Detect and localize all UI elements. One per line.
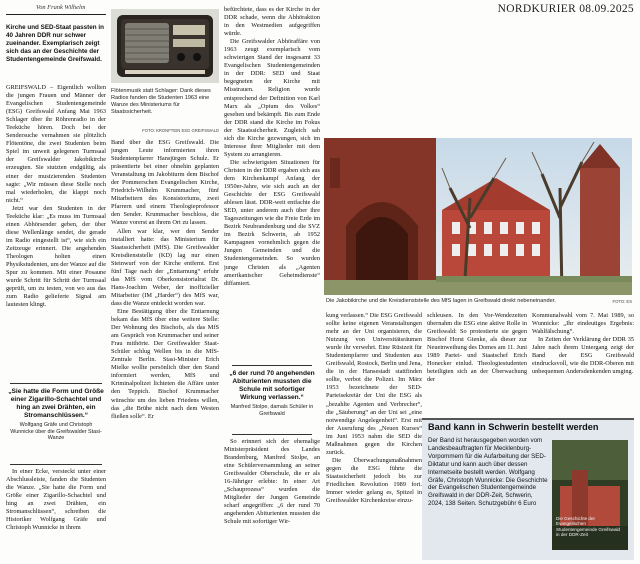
- radio-photo: [111, 9, 219, 83]
- radio-credit: FOTO: KRONFTEIN ESG GREIFSWALD: [142, 128, 219, 133]
- paragraph: befürchtete, dass es der Kirche in der DDR schade, wenn die Abhöraktion in den Westmedien aufgegriffen würde.: [224, 6, 320, 38]
- pull-quote-author: Wolfgang Gräfe und Christoph Wunnicke über die Greifswalder Stasi-Wanze: [10, 422, 102, 442]
- info-box: [422, 418, 634, 560]
- paragraph: Jetzt war den Studenten in der Teeküche klar: „Es muss im Turmsaal einen Abhörsender geben, der über diese Wellenlänge sendet, die gerade im Radio eingestellt ist“, wie sich ein Zeitzeuge erinnert. Die angehenden Theologen holten einen Physikstudenten, um der Wanze auf die Spur zu kommen. Mit einer Posaune wurde Schritt für Schritt der Turmsaal geprüft, um zu testen, von wo aus das zum Radio gelieferte Signal am lautesten klingt.: [6, 204, 106, 309]
- column-1-continued: [6, 468, 106, 560]
- pull-quote-text: „6 der rund 70 angehenden Abiturienten mussten die Schule mit sofortiger Wirkung verlassen.“: [229, 370, 315, 401]
- paragraph: Allen war klar, wer den Sender installiert hatte: das Ministerium für Staatssicherheit (MfS). Die Greifswalder Kreisdienststelle (KD) lag nur einen Steinwurf von der Kirche entfernt. Erst fünf Tage nach der „Enttarnung“ erfuhr das MfS vom Oberkonsistorialrat Dr. Hans-Joachim Weber, der inoffizieller Mitarbeiter (IM „Harder“) des MfS war, dass die Wanze entdeckt worden war.: [111, 227, 219, 307]
- paragraph: Die Überwachungsmaßnahmen gegen die ESG führte die Staatssicherheit jedoch bis zur Friedlichen Revolution 1989 fort. Immer wieder gelang es, Spitzel in Greifswalder Kirchenkreise einzu-: [326, 456, 422, 505]
- quote-rule-bottom: [232, 434, 312, 435]
- paragraph: In Zeiten der Verklärung der DDR 35 Jahre nach ihrem Untergang zeigt der Band der ESG Greifswald eindrucksvoll, wie die DDR-Oberen mit unbequemen Andersdenkenden umging.: [532, 336, 634, 376]
- paragraph: GREIFSWALD – Eigentlich wollten die jungen Frauen und Männer der Evangelischen Studentengemeinde (ESG) Greifswald Anfang Mai 1963 Schlager über ihr Röhrenradio in der Teeküche hören. Doch bei der Sendersuche vernahmen sie plötzlich Flötentöne, die zwei Studenten beim Spiel im unweit gelegenen Turmsaal der Greifswalder Jakobikirche erzeugten. Sie stutzten endgültig, als einer der musizierenden Studenten sagte: „Wir müssen diese Stelle noch mal wiederholen, die klappt noch nicht.“: [6, 84, 106, 204]
- article-lead: Kirche und SED-Staat passten in 40 Jahren DDR nur schwer zueinander. Exemplarisch zeigt sich das an der Geschichte der Studentengemeinde Greifswald.: [6, 24, 104, 64]
- pull-quote-2: [226, 370, 318, 417]
- paragraph: kung verlassen.“ Die ESG Greifswald sollte keine eigenen Veranstaltungen mehr an der Uni organisieren, die Nutzung von Universitätsräumen wurde ihr verwehrt. Eine Rüstzeit für Studentenpfarrer und Studenten aus Greifswald, Rostock, Berlin und Jena, die in der Hansestadt stattfinden sollte, verbot die Polizei. Im März 1953 bezeichnete der SED-Parteisekretär der Uni die ESG als „bezahlte Agenten und Verbrecher“, die „Säuberung“ an der Uni sei „eine notwendige Angelegenheit“. Erst mit der Ausrufung des „Neuen Kurses“ im Juni 1953 nahm die SED die Maßnahmen gegen die Kirchen zurück.: [326, 312, 422, 456]
- photo-credit: FOTO: ES: [612, 299, 632, 304]
- paragraph: Band über die ESG Greifswald. Die jungen Leute informierten ihren Studentenpfarrer Hansjürgen Schulz. Er präsentierte bei einer ohnehin geplanten Veranstaltung im Jakobiturm dem Bischof der Pommerschen Evangelischen Kirche, Friedrich-Wilhelm Krummacher, fünf Mitarbeitern des Konsistoriums, zwei Pfarrern und einem Theologieprofessor den Sender. Krummacher beschloss, die Wanze vorerst an ihrem Ort zu lassen.: [111, 139, 219, 227]
- column-1: [6, 84, 106, 386]
- byline-rule: [6, 14, 106, 15]
- pull-quote-1: [8, 388, 104, 442]
- church-photo: [324, 138, 632, 295]
- paragraph: Eine Bestätigung über die Enttarnung bekam das MfS über eine weitere Stelle: Der Wohnung des Bischofs, als das MfS am Gespräch von Krummacher und seiner Frau mithörte. Der Greifswalder Staat-Schüler schlug Wellen bis in die MfS-Zentrale Berlin. Stasi-Minister Erich Mielke wollte persönlich über den Stand informiert werden, MfS und Kriminalpolizei lichteten die Affäre unter den Teppich. Bischof Krummacher wünschte um des lieben Friedens willen, das „die Brühe nicht nach dem Westen fließen solle“. Er: [111, 307, 219, 420]
- column-3-continued: [224, 438, 320, 560]
- pull-quote-text: „Sie hatte die Form und Größe einer Zigarillo-Schachtel und hing an zwei Drähten, ein Stromanschlüssen.“: [8, 388, 104, 419]
- info-box-title: Band kann in Schwerin bestellt werden: [428, 422, 599, 432]
- quote-rule-top: [10, 383, 102, 384]
- book-cover: [552, 440, 628, 550]
- quote-rule-top: [232, 365, 312, 366]
- column-4: [326, 312, 422, 560]
- byline: Von Frank Wilhelm: [36, 4, 86, 11]
- column-3: [224, 6, 320, 362]
- radio-caption: Flötenmusik statt Schlager: Dank dieses Radios fanden die Studenten 1963 eine Wanze des Ministeriums für Staatssicherheit.: [111, 88, 211, 115]
- column-2: [111, 139, 219, 561]
- info-box-text: Der Band ist herausgegeben worden vom Landesbeauftragten für Mecklenburg-Vorpommern für die Aufarbeitung der SED-Diktatur und kann auch über dessen Internetseite bestellt werden. Wolfgang Gräfe, Christoph Wunnicke: Die Geschichte der Evangelischen Studentengemeinde Greifswald in der DDR-Zeit, Schwerin, 2024, 138 Seiten. Schutzgebühr 6 Euro: [428, 437, 548, 508]
- paragraph: In einer Ecke, versteckt unter einer Abschlussleiste, fanden die Studenten die Wanze. „Sie hatte die Form und Größe einer Zigarillo-Schachtel und hing an zwei Drähten, ein Stromanschlüssen“, schreiben die Historiker Wolfgang Gräfe und Christoph Wunnicke in ihrem: [6, 468, 106, 532]
- paragraph: schleusen. In den Vor-Wendezeiten übernahm die ESG eine aktive Rolle in Greifswald: So protestierte sie gegen Bischof Horst Gienke, als dieser zur Neueinweihung des Domes am 11. Juni 1989 Partei- und Staatschef Erich Honecker einlud. Theologiestudenten beteiligten sich an der Überwachung der: [427, 312, 527, 384]
- masthead-date: NORDKURIER 08.09.2025: [497, 3, 634, 15]
- radio-illustration: [111, 9, 219, 83]
- quote-rule-bottom: [10, 464, 102, 465]
- paragraph: Die Greifswalder Abhöraffäre von 1963 zeugt exemplarisch vom schwierigen Stand der insgesamt 33 Evangelischen Studentengemeinden in der DDR: SED und Staat begegneten der Kirche mit Misstrauen. Religion wurde entsprechend der Definition von Karl Marx als „Opium des Volkes“ gesehen und bekämpft. Bis zum Ende der DDR stand die Kirche im Fokus der Staatssicherheit. Zugleich sah sich die Kirche gezwungen, sich im Interesse ihrer Mitglieder mit dem System zu arrangieren.: [224, 38, 320, 158]
- church-illustration: [324, 138, 632, 295]
- pull-quote-author: Manfred Stolpe, damals Schüler in Greifswald: [230, 404, 314, 417]
- book-cover-title: Die Geschichte der Evangelischen Studentengemeinde Greifswald in der DDR-Zeit: [556, 516, 621, 538]
- paragraph: Die schwierigsten Situationen für Christen in der DDR ergaben sich aus dem Kirchenkampf Anfang der 1950er-Jahre, wie sich auch an der Geschichte der ESG Greifswald ablesen lässt. DDR-weit entfachte die SED, unter anderem auch über ihre Tageszeitungen wie die Freie Erde im Bezirk Neubrandenburg und die SVZ im Bezirk Schwerin, ab 1952 Kampagnen vornehmlich gegen die Jungen Gemeinden und die Studentengemeinden. So wurden junge Christen als „Agenten amerikanischer Geheimdienste“ diffamiert.: [224, 158, 320, 287]
- paragraph: So erinnert sich der ehemalige Ministerpräsident des Landes Brandenburg, Manfred Stolpe, an eine Schülerversammlung an seiner Greifswalder Oberschule, die er als 16-Jähriger erlebte: In einer Art „Schauprozess“ wurden die Mitglieder der Jungen Gemeinde scharf angegriffen: „6 der rund 70 angehenden Abiturienten mussten die Schule mit sofortiger Wir-: [224, 438, 320, 526]
- photo-caption: Die Jakobikirche und die Kreisdienststelle des MfS lagen in Greifswald direkt nebeneinander.: [326, 298, 556, 304]
- column-5: [427, 312, 527, 414]
- paragraph: Kommunalwahl vom 7. Mai 1989, so Wunnicke: „Ihr eindeutiges Ergebnis: Wahlfälschung“.: [532, 312, 634, 336]
- column-6: [532, 312, 634, 414]
